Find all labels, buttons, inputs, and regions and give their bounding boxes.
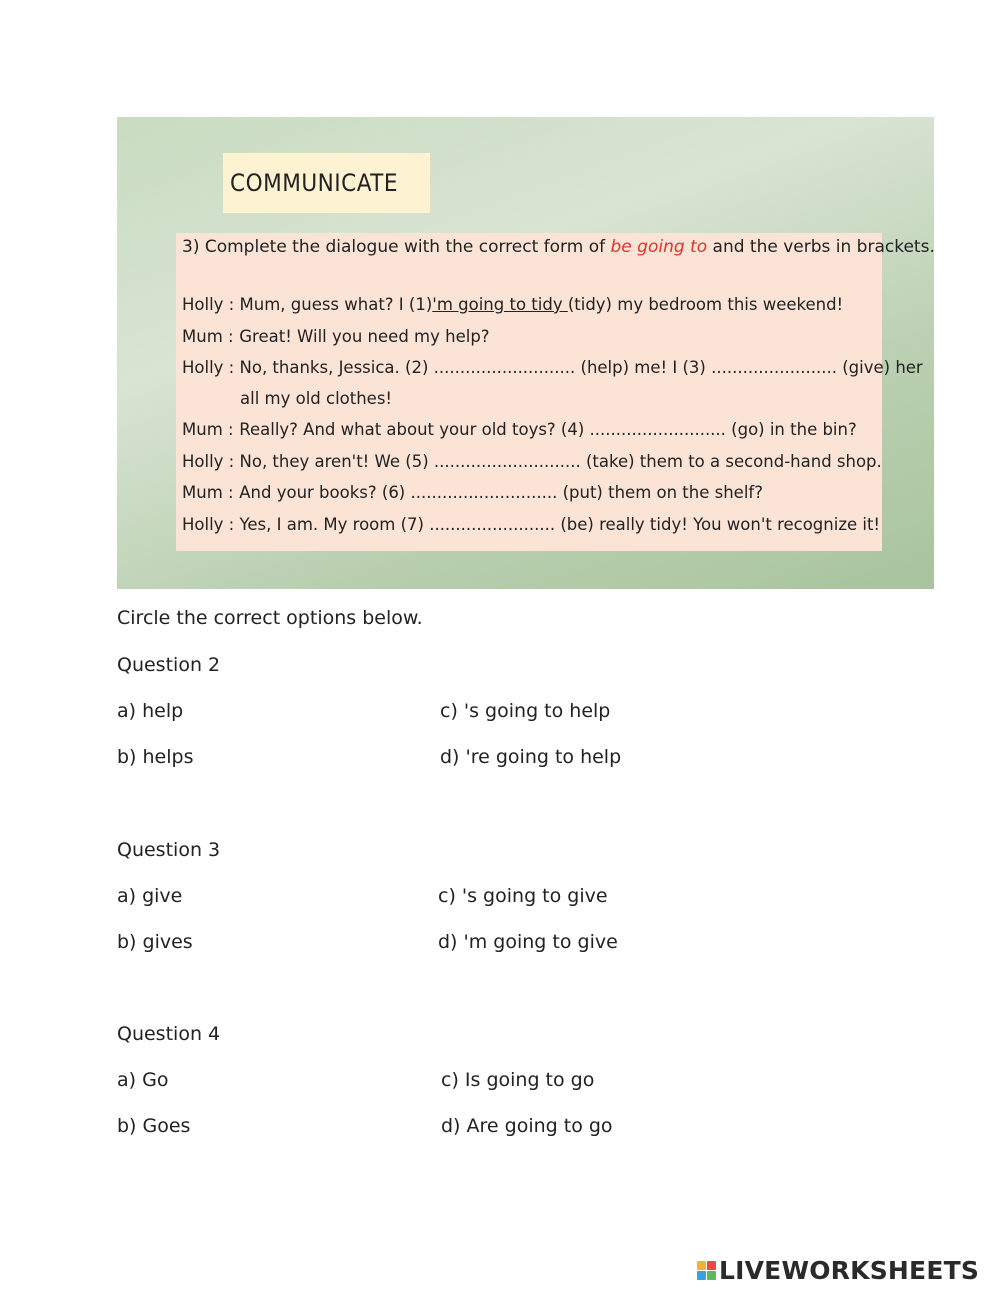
option-b[interactable]: b) Goes (117, 1115, 191, 1137)
option-a[interactable]: a) help (117, 700, 184, 722)
dialogue-line-3-continued (240, 389, 392, 408)
dialogue-line-3 (182, 358, 923, 377)
section-title (223, 153, 430, 213)
speaker: Holly : (182, 515, 235, 534)
exercise-instruction (182, 237, 935, 257)
option-a[interactable]: a) Go (117, 1069, 169, 1091)
line-text: Yes, I am. My room (7) ........................ (be) really tidy! You won't recognize it! (239, 515, 881, 534)
option-c[interactable]: c) 's going to give (438, 885, 608, 907)
question-title: Question 4 (117, 1023, 221, 1045)
question-title: Question 2 (117, 654, 221, 676)
speaker: Mum : (182, 483, 234, 502)
dialogue-line-6 (182, 483, 763, 502)
line-text: Really? And what about your old toys? (4) .......................... (go) in the bin? (239, 420, 857, 439)
dialogue-line-7 (182, 515, 880, 534)
logo-square-icon (697, 1261, 706, 1270)
logo-text: LIVEWORKSHEETS (719, 1255, 980, 1285)
example-answer: 'm going to tidy (432, 295, 568, 314)
logo-square-icon (707, 1271, 716, 1280)
option-a[interactable]: a) give (117, 885, 183, 907)
exercise-banner (117, 117, 934, 589)
option-c[interactable]: c) 's going to help (440, 700, 611, 722)
line-text: And your books? (6) ............................ (put) them on the shelf? (239, 483, 763, 502)
speaker: Mum : (182, 420, 234, 439)
question-title: Question 3 (117, 839, 221, 861)
instruction-text: 3) Complete the dialogue with the correct form of (182, 237, 611, 257)
line-text: Great! Will you need my help? (239, 327, 490, 346)
line-text: No, thanks, Jessica. (2) ........................... (help) me! I (3) ........................ (give) her (239, 358, 923, 377)
line-text: No, they aren't! We (5) ............................ (take) them to a second-hand shop. (239, 452, 882, 471)
option-c[interactable]: c) Is going to go (441, 1069, 595, 1091)
option-d[interactable]: d) Are going to go (441, 1115, 613, 1137)
option-b[interactable]: b) helps (117, 746, 194, 768)
liveworksheets-logo (697, 1253, 979, 1287)
dialogue-line-4 (182, 420, 857, 439)
option-d[interactable]: d) 're going to help (440, 746, 622, 768)
logo-square-icon (707, 1261, 716, 1270)
dialogue-box (176, 233, 935, 551)
logo-icon (697, 1261, 716, 1280)
instruction-highlight: be going to (610, 237, 708, 257)
speaker: Mum : (182, 327, 234, 346)
speaker: Holly : (182, 452, 235, 471)
line-text: (tidy) my bedroom this weekend! (567, 295, 844, 314)
option-b[interactable]: b) gives (117, 931, 193, 953)
speaker: Holly : (182, 295, 235, 314)
dialogue-line-1 (182, 295, 843, 314)
line-text: all my old clothes! (240, 389, 393, 408)
speaker: Holly : (182, 358, 235, 377)
circle-instruction: Circle the correct options below. (117, 607, 423, 629)
logo-square-icon (697, 1271, 706, 1280)
section-title-text: COMMUNICATE (230, 169, 398, 197)
instruction-text-end: and the verbs in brackets. (707, 237, 935, 257)
dialogue-line-5 (182, 452, 882, 471)
line-text: Mum, guess what? I (1) (239, 295, 433, 314)
option-d[interactable]: d) 'm going to give (438, 931, 618, 953)
dialogue-line-2 (182, 327, 490, 346)
